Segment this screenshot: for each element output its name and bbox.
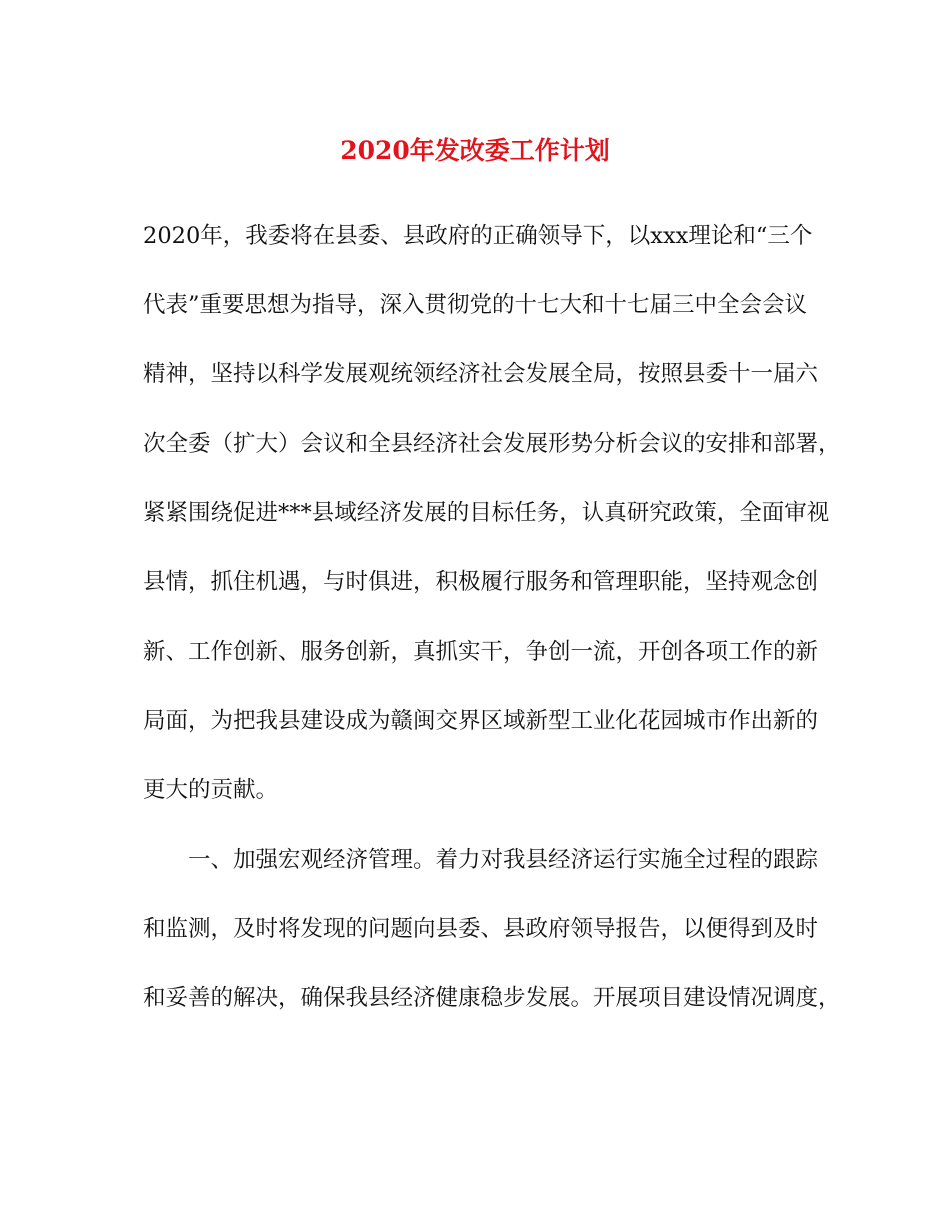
body-line-10: 一、加强宏观经济管理。着力对我县经济运行实施全过程的跟踪 — [143, 847, 819, 873]
body-line-1: 2020年，我委将在县委、县政府的正确领导下，以xxx理论和“三个 — [143, 223, 813, 249]
body-line-7: 新、工作创新、服务创新，真抓实干，争创一流，开创各项工作的新 — [143, 639, 819, 665]
body-line-11: 和监测，及时将发现的问题向县委、县政府领导报告，以便得到及时 — [143, 916, 819, 942]
body-line-8: 局面，为把我县建设成为赣闽交界区域新型工业化花园城市作出新的 — [143, 708, 819, 734]
body-line-12: 和妥善的解决，确保我县经济健康稳步发展。开展项目建设情况调度， — [143, 985, 841, 1011]
document-title: 2020年发改委工作计划 — [340, 136, 610, 165]
body-line-5: 紧紧围绕促进***县域经济发展的目标任务，认真研究政策，全面审视 — [143, 500, 830, 526]
body-line-9: 更大的贡献。 — [143, 777, 279, 803]
body-line-6: 县情，抓住机遇，与时俱进，积极履行服务和管理职能，坚持观念创 — [143, 569, 819, 595]
body-line-4: 次全委（扩大）会议和全县经济社会发展形势分析会议的安排和部署， — [143, 431, 841, 457]
body-line-3: 精神，坚持以科学发展观统领经济社会发展全局，按照县委十一届六 — [143, 361, 819, 387]
body-line-2: 代表”重要思想为指导，深入贯彻党的十七大和十七届三中全会会议 — [143, 292, 808, 318]
